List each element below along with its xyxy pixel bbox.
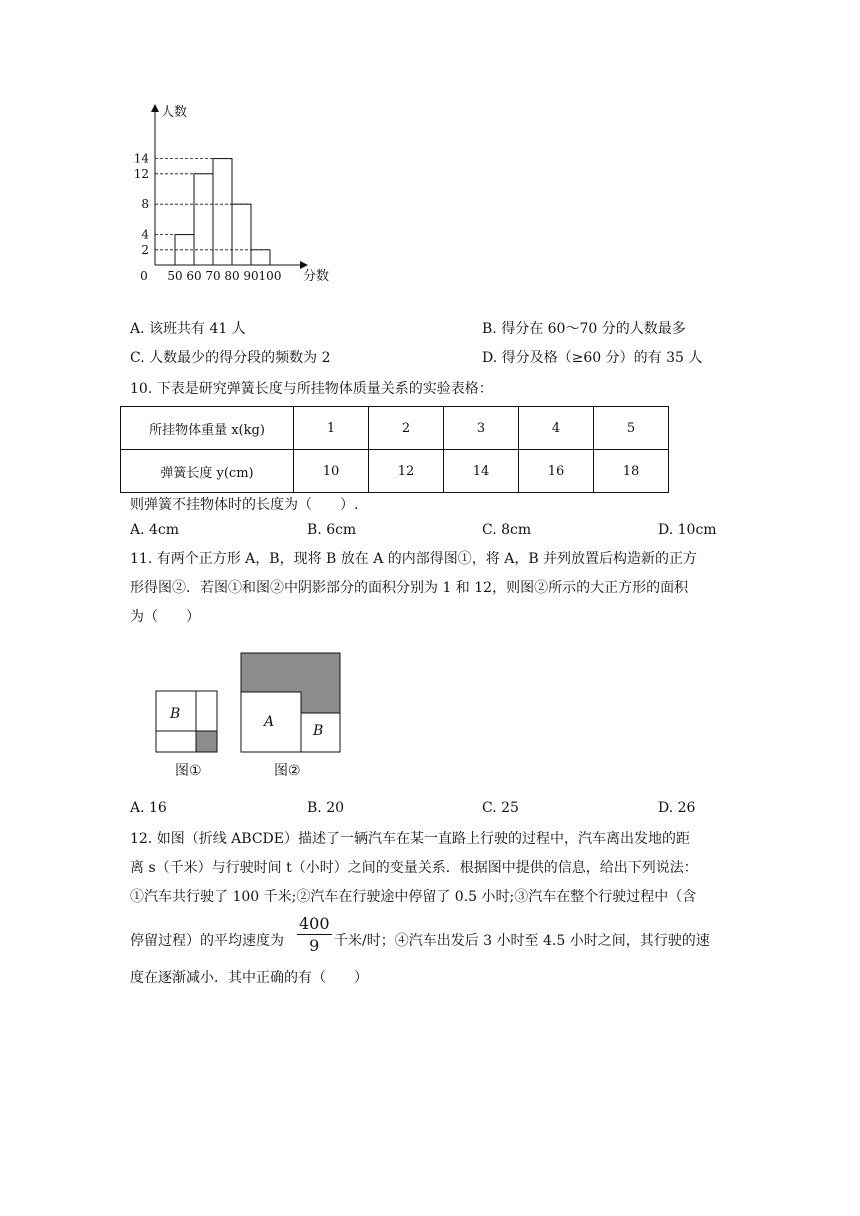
x-tick-label: 70: [205, 269, 221, 283]
histogram-bar: [232, 204, 251, 265]
q9-option-c: C. 人数最少的得分段的频数为 2: [130, 350, 331, 366]
x-tick-label: 80: [224, 269, 240, 283]
q12-line-3: ①汽车共行驶了 100 千米;②汽车在行驶途中停留了 0.5 小时;③汽车在整个行驶过程中（含: [130, 889, 697, 905]
q12-line-4-post: 千米/时；④汽车出发后 3 小时至 4.5 小时之间，其行驶的速: [334, 933, 710, 949]
table-cell: 12: [369, 450, 444, 493]
figure-1-squares: [155, 690, 220, 755]
q12-line-5: 度在逐渐减小．其中正确的有（ ）: [130, 970, 368, 986]
table-header-cell: 弹簧长度 y(cm): [121, 450, 294, 493]
q11-option-b: B. 20: [307, 800, 345, 816]
table-cell: 1: [294, 407, 369, 450]
fig2-label-b: B: [313, 723, 324, 739]
q9-option-b: B. 得分在 60～70 分的人数最多: [482, 321, 686, 337]
y-tick-label: 14: [133, 151, 149, 166]
table-cell: 2: [369, 407, 444, 450]
fig1-caption: 图①: [175, 763, 202, 779]
table-row: [121, 407, 669, 450]
x-axis-arrow: [300, 261, 308, 269]
q10-option-a: A. 4cm: [130, 522, 180, 538]
q9-option-a: A. 该班共有 41 人: [130, 321, 246, 337]
y-tick-label: 4: [141, 227, 149, 242]
fraction-numerator: 400: [299, 914, 330, 933]
fig1-label-b: B: [170, 706, 181, 722]
x-tick-label: 100: [258, 269, 282, 283]
table-cell: 14: [444, 450, 519, 493]
q10-question: 则弹簧不挂物体时的长度为（ ）.: [130, 497, 359, 513]
histogram-chart: [120, 95, 350, 295]
origin-label: 0: [140, 269, 148, 283]
q12-line-2: 离 s（千米）与行驶时间 t（小时）之间的变量关系．根据图中提供的信息，给出下列说法：: [130, 860, 698, 876]
y-axis-label: 人数: [161, 105, 188, 120]
x-tick-label: 50: [167, 269, 183, 283]
figure-2-squares: [240, 652, 342, 754]
q10-option-c: C. 8cm: [482, 522, 532, 538]
q10-option-d: D. 10cm: [658, 522, 717, 538]
table-cell: 4: [519, 407, 594, 450]
spring-table: [120, 406, 669, 493]
y-tick-label: 2: [141, 242, 149, 257]
histogram-bar: [213, 159, 232, 265]
q12-line-4-pre: 停留过程）的平均速度为: [130, 933, 284, 949]
q11-option-c: C. 25: [482, 800, 519, 816]
fraction-denominator: 9: [309, 936, 320, 955]
fraction-400-over-9: [297, 914, 332, 957]
q10-option-b: B. 6cm: [307, 522, 357, 538]
q11-line-3: 为（ ）: [130, 609, 200, 625]
y-tick-label: 8: [141, 197, 149, 212]
y-tick-label: 12: [133, 166, 149, 181]
fig2-label-a: A: [264, 714, 275, 730]
table-cell: 3: [444, 407, 519, 450]
histogram-bar: [251, 250, 270, 265]
x-tick-label: 90: [243, 269, 259, 283]
y-axis-arrow: [151, 104, 159, 112]
q10-stem: 10. 下表是研究弹簧长度与所挂物体质量关系的实验表格：: [130, 381, 493, 397]
table-cell: 18: [594, 450, 669, 493]
q11-line-2: 形得图②．若图①和图②中阴影部分的面积分别为 1 和 12，则图②所示的大正方形的面积: [130, 580, 689, 596]
table-cell: 10: [294, 450, 369, 493]
x-tick-label: 60: [186, 269, 202, 283]
x-axis-label: 分数: [302, 269, 330, 284]
histogram-bar: [194, 174, 213, 265]
fig2-caption: 图②: [274, 763, 301, 779]
q11-option-d: D. 26: [658, 800, 696, 816]
table-cell: 5: [594, 407, 669, 450]
q9-option-d: D. 得分及格（≥60 分）的有 35 人: [482, 350, 703, 366]
table-row: [121, 450, 669, 493]
q12-line-1: 12. 如图（折线 ABCDE）描述了一辆汽车在某一直路上行驶的过程中，汽车离出发地的距: [130, 831, 690, 847]
q11-line-1: 11. 有两个正方形 A，B，现将 B 放在 A 的内部得图①，将 A，B 并列放置后构造新的正方: [130, 551, 698, 567]
table-header-cell: 所挂物体重量 x(kg): [121, 407, 294, 450]
q11-option-a: A. 16: [130, 800, 167, 816]
table-cell: 16: [519, 450, 594, 493]
